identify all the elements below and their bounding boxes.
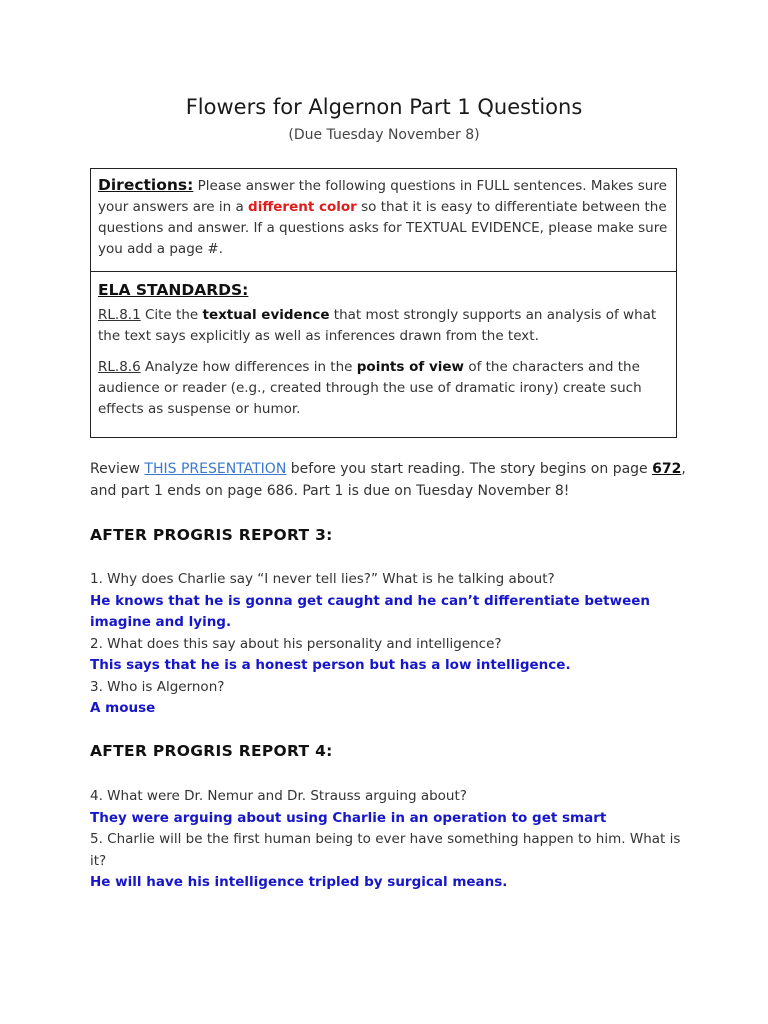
section-heading: AFTER PROGRIS REPORT 4: [90, 742, 333, 760]
answer-3: A mouse [90, 700, 156, 716]
question-2: 2. What does this say about his personality and intelligence? [90, 635, 502, 652]
question-4: 4. What were Dr. Nemur and Dr. Strauss arguing about? [90, 788, 467, 804]
standards-box [90, 271, 677, 438]
answer-5: He will have his intelligence tripled by surgical means. [90, 874, 508, 890]
directions-text-2: so that it is easy to differentiate between the questions and answer. If a questions asks for TEXTUAL EVIDENCE, please make sure you add a page #. [98, 199, 668, 257]
directions-label: Directions: [98, 176, 194, 194]
question-list [90, 569, 690, 720]
answer-2: This says that he is a honest person but has a low intelligence. [90, 657, 571, 673]
question-list [90, 786, 690, 894]
directions-text-1: Please answer the following questions in FULL sentences. Makes sure your answers are in a [98, 178, 667, 215]
answer-1: He knows that he is gonna get caught and he can’t differentiate between imagine and lying. [90, 592, 651, 630]
standard-code[interactable]: RL.8.6 [98, 359, 141, 375]
review-paragraph: Review THIS PRESENTATION before you start reading. The story begins on page 672, and part 1 ends on page 686. Part 1 is due on Tuesday November 8! [90, 461, 686, 499]
document-title: Flowers for Algernon Part 1 Questions [185, 95, 583, 119]
different-color-highlight: different color [248, 199, 357, 215]
standard-code[interactable]: RL.8.1 [98, 307, 141, 323]
standard-rl81: RL.8.1 Cite the textual evidence that most strongly supports an analysis of what the text says explicitly as well as inferences drawn from the text. [98, 307, 657, 344]
answer-4: They were arguing about using Charlie in an operation to get smart [90, 809, 607, 826]
question-3: 3. Who is Algernon? [90, 678, 225, 695]
standard-rl86: RL.8.6 Analyze how differences in the points of view of the characters and the audience or reader (e.g., created through the use of dramatic irony) create such effects as suspense or humor. [98, 359, 642, 417]
standards-heading: ELA STANDARDS: [98, 281, 249, 299]
section-heading: AFTER PROGRIS REPORT 3: [90, 526, 333, 544]
question-1: 1. Why does Charlie say “I never tell lies?” What is he talking about? [90, 571, 555, 587]
presentation-link[interactable]: THIS PRESENTATION [144, 461, 287, 477]
directions-paragraph [98, 175, 669, 260]
due-date-subtitle: (Due Tuesday November 8) [288, 127, 480, 143]
directions-box [90, 168, 677, 272]
question-5: 5. Charlie will be the first human being to ever have something happen to him. What is it? [90, 831, 681, 869]
start-page-number: 672 [652, 461, 682, 477]
